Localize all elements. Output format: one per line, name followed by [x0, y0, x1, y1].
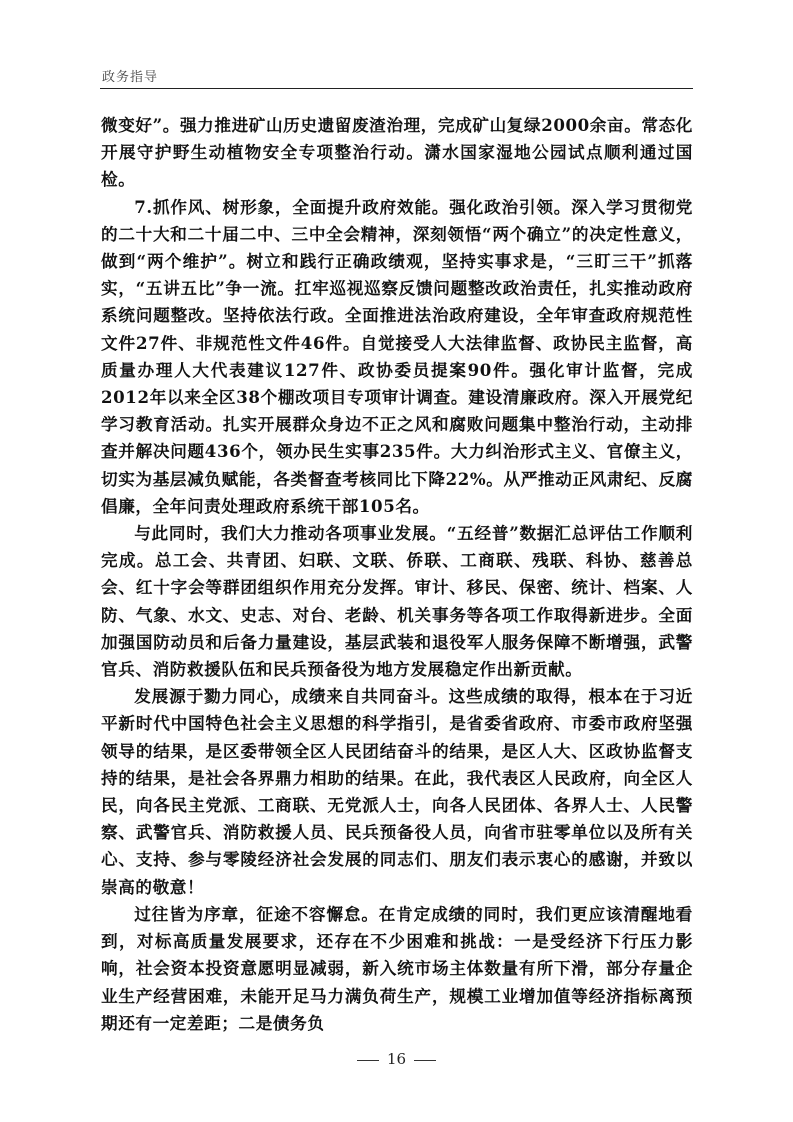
page-header [100, 64, 693, 89]
header-title: 政务指导 [102, 70, 159, 85]
paragraph-acknowledgement: 发展源于勠力同心，成绩来自共同奋斗。这些成绩的取得，根本在于习近平新时代中国特色社会主义思想的科学指引，是省委省政府、市委市政府坚强领导的结果，是区委带领全区人民团结奋斗的结果，是区人大、区政协监督支持的结果，是社会各界鼎力相助的结果。在此，我代表区人民政府，向全区人民，向各民主党派、工商联、无党派人士，向各人民团体、各界人士、人民警察、武警官兵、消防救援人员、民兵预备役人员，向省市驻零单位以及所有关心、支持、参与零陵经济社会发展的同志们、朋友们表示衷心的感谢，并致以崇高的敬意！ [101, 686, 693, 897]
paragraph-continuation: 微变好”。强力推进矿山历史遗留废渣治理，完成矿山复绿2000余亩。常态化开展守护野生动植物安全专项整治行动。潇水国家湿地公园试点顺利通过国检。 [101, 115, 693, 190]
footer-dash-right [414, 1060, 436, 1061]
paragraph-undertakings: 与此同时，我们大力推动各项事业发展。“五经普”数据汇总评估工作顺利完成。总工会、共青团、妇联、文联、侨联、工商联、残联、科协、慈善总会、红十字会等群团组织作用充分发挥。审计、移民、保密、统计、档案、人防、气象、水文、史志、对台、老龄、机关事务等各项工作取得新进步。全面加强国防动员和后备力量建设，基层武装和退役军人服务保障不断增强，武警官兵、消防救援队伍和民兵预备役为地方发展稳定作出新贡献。 [101, 523, 693, 680]
document-body [101, 112, 693, 1037]
paragraph-government-efficiency: 7.抓作风、树形象，全面提升政府效能。强化政治引领。深入学习贯彻党的二十大和二十届二中、三中全会精神，深刻领悟“两个确立”的决定性意义，做到“两个维护”。树立和践行正确政绩观，坚持实事求是，“三盯三干”抓落实，“五讲五比”争一流。扛牢巡视巡察反馈问题整改政治责任，扎实推动政府系统问题整改。坚持依法行政。全面推进法治政府建设，全年审查政府规范性文件27件、非规范性文件46件。自觉接受人大法律监督、政协民主监督，高质量办理人大代表建议127件、政协委员提案90件。强化审计监督，完成2012年以来全区38个棚改项目专项审计调查。建设清廉政府。深入开展党纪学习教育活动。扎实开展群众身边不正之风和腐败问题集中整治行动，主动排查并解决问题436个，领办民生实事235件。大力纠治形式主义、官僚主义，切实为基层减负赋能，各类督查考核同比下降22%。从严推动正风肃纪、反腐倡廉，全年问责处理政府系统干部105名。 [101, 196, 693, 516]
page-number: 16 [386, 1050, 407, 1068]
paragraph-challenges: 过往皆为序章，征途不容懈怠。在肯定成绩的同时，我们更应该清醒地看到，对标高质量发展要求，还存在不少困难和挑战：一是受经济下行压力影响，社会资本投资意愿明显减弱，新入统市场主体数量有所下滑，部分存量企业生产经营困难，未能开足马力满负荷生产，规模工业增加值等经济指标离预期还有一定差距；二是债务负 [101, 903, 693, 1033]
page-footer [0, 1050, 793, 1068]
footer-dash-left [357, 1060, 379, 1061]
